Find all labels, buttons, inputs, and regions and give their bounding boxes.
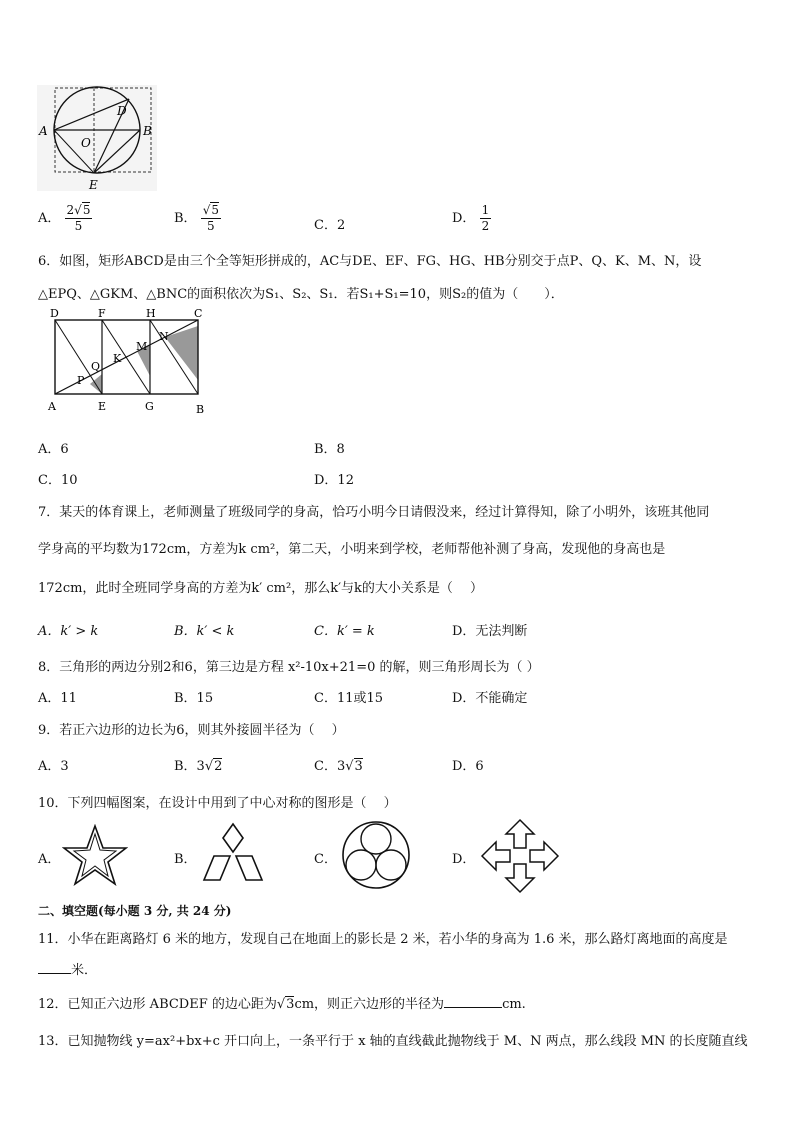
q9-option-b[interactable]: B．3√2	[174, 759, 223, 774]
q7-stem-line2: 学身高的平均数为172cm，方差为k cm²，第二天，小明来到学校，老师帮他补测了身高，发现他的身高也是	[38, 542, 666, 557]
q7-option-c[interactable]: C．k′ = k	[314, 624, 375, 639]
label-C: C	[194, 307, 203, 320]
q8-stem: 8．三角形的两边分别2和6，第三边是方程 x²-10x+21=0 的解，则三角形周长为（ ）	[38, 660, 540, 675]
q5-d-den: 2	[481, 219, 490, 233]
label-A: A	[39, 124, 48, 138]
q5-d-num: 1	[481, 203, 490, 217]
q9-c-rad: 3	[354, 759, 363, 774]
q7-option-a[interactable]: A．k′ > k	[38, 624, 99, 639]
q12-answer-blank[interactable]	[444, 995, 502, 1008]
q12-suffix: cm.	[502, 997, 526, 1012]
q10-option-c[interactable]	[314, 848, 337, 867]
q5-a-rad: 5	[82, 203, 91, 217]
label-B: B	[143, 124, 152, 138]
q5-option-c[interactable]: C．2	[314, 218, 346, 233]
q9-stem: 9．若正六边形的边长为6，则其外接圆半径为（ ）	[38, 723, 345, 738]
circle-square-figure	[37, 85, 157, 191]
q10-option-d[interactable]	[452, 848, 475, 867]
q10-option-a-label: A．	[38, 852, 61, 867]
q5-option-a-label: A．	[38, 211, 61, 226]
star-figure	[62, 824, 128, 886]
label-D: D	[50, 307, 59, 320]
q6-option-a[interactable]: A．6	[38, 442, 69, 457]
q5-option-a-fraction: $\frac{2√5}{5}$	[66, 203, 91, 233]
label-A: A	[48, 400, 56, 413]
q5-option-d-fraction	[480, 203, 492, 234]
label-B: B	[196, 403, 205, 416]
q5-a-den: 5	[74, 219, 83, 233]
q11-answer-blank[interactable]	[38, 961, 71, 974]
circles-figure	[338, 820, 414, 890]
q6-option-c[interactable]: C．10	[38, 473, 78, 488]
q11-suffix: 米．	[71, 963, 98, 978]
q9-option-c-label: C．3	[314, 759, 346, 774]
q5-option-b-fraction: $\frac{√5}{5}$	[202, 203, 219, 233]
q5-b-den: 5	[207, 219, 215, 233]
label-P: P	[77, 374, 85, 387]
q9-b-rad: 2	[214, 759, 223, 774]
q12-stem: 12．已知正六边形 ABCDEF 的边心距为√3cm，则正六边形的半径为 cm.	[38, 997, 526, 1012]
q10-option-b[interactable]	[174, 848, 197, 867]
q5-option-b-label: B．	[174, 211, 197, 226]
rectangle-svg	[42, 306, 217, 418]
q10-option-c-label: C．	[314, 852, 337, 867]
q6-stem-line2: △EPQ、△GKM、△BNC的面积依次为S₁、S₂、S₁．若S₁+S₁=10，则S₂的值为（ ）．	[38, 287, 564, 302]
q11-stem-line2	[38, 959, 97, 978]
q6-option-b[interactable]: B．8	[314, 442, 345, 457]
q13-stem-line1: 13．已知抛物线 y=ax²+bx+c 开口向上，一条平行于 x 轴的直线截此抛物线于 M、N 两点，那么线段 MN 的长度随直线	[38, 1034, 748, 1049]
q10-option-a[interactable]	[38, 848, 60, 867]
q10-option-d-label: D．	[452, 852, 476, 867]
q8-option-c[interactable]: C．11或15	[314, 691, 384, 706]
q5-a-coef: 2	[66, 203, 75, 217]
label-M: M	[136, 340, 148, 353]
label-E: E	[98, 400, 107, 413]
section-2-title: 二、填空题(每小题 3 分, 共 24 分)	[38, 904, 232, 918]
q9-option-d[interactable]: D．6	[452, 759, 484, 774]
q10-option-b-label: B．	[174, 852, 197, 867]
label-F: F	[98, 307, 106, 320]
q5-option-d[interactable]	[452, 203, 491, 234]
q8-option-d[interactable]: D．不能确定	[452, 691, 528, 706]
label-N: N	[159, 330, 169, 343]
diamonds-figure	[200, 822, 266, 886]
q11-stem-line1: 11．小华在距离路灯 6 米的地方，发现自己在地面上的影长是 2 米，若小华的身高为 1.6 米，那么路灯离地面的高度是	[38, 932, 728, 947]
q10-stem: 10．下列四幅图案，在设计中用到了中心对称的图形是（ ）	[38, 796, 397, 811]
label-K: K	[113, 352, 122, 365]
q7-stem-line1: 7．某天的体育课上，老师测量了班级同学的身高，恰巧小明今日请假没来，经过计算得知，除了小明外，该班其他同	[38, 505, 710, 520]
q9-option-a[interactable]: A．3	[38, 759, 69, 774]
label-D: D	[117, 104, 127, 118]
q7-option-d[interactable]: D．无法判断	[452, 624, 528, 639]
q7-stem-line3: 172cm，此时全班同学身高的方差为k′ cm²，那么k′与k的大小关系是（ ）	[38, 581, 484, 596]
arrows-figure	[480, 818, 560, 894]
label-E: E	[89, 178, 98, 191]
q9-option-c[interactable]: C．3√3	[314, 759, 363, 774]
circle-square-svg	[37, 85, 157, 191]
q8-option-a[interactable]: A．11	[38, 691, 77, 706]
q6-stem-line1: 6．如图，矩形ABCD是由三个全等矩形拼成的，AC与DE、EF、FG、HG、HB分别交于点P、Q、K、M、N，设	[38, 254, 702, 269]
label-Q: Q	[91, 360, 101, 373]
q5-option-a[interactable]	[38, 203, 92, 234]
q7-option-b[interactable]: B．k′ < k	[174, 624, 235, 639]
label-H: H	[146, 307, 156, 320]
rectangle-figure	[42, 306, 217, 418]
q8-option-b[interactable]: B．15	[174, 691, 214, 706]
q9-option-b-label: B．3	[174, 759, 205, 774]
q5-option-b[interactable]	[174, 203, 221, 234]
q6-option-d[interactable]: D．12	[314, 473, 354, 488]
label-O: O	[81, 136, 91, 150]
q12-prefix: 12．已知正六边形 ABCDEF 的边心距为	[38, 997, 277, 1012]
q12-rad: 3	[286, 997, 295, 1012]
q5-b-rad: 5	[211, 203, 219, 217]
q12-mid: cm，则正六边形的半径为	[294, 997, 445, 1012]
label-G: G	[145, 400, 154, 413]
q5-option-d-label: D．	[452, 211, 476, 226]
